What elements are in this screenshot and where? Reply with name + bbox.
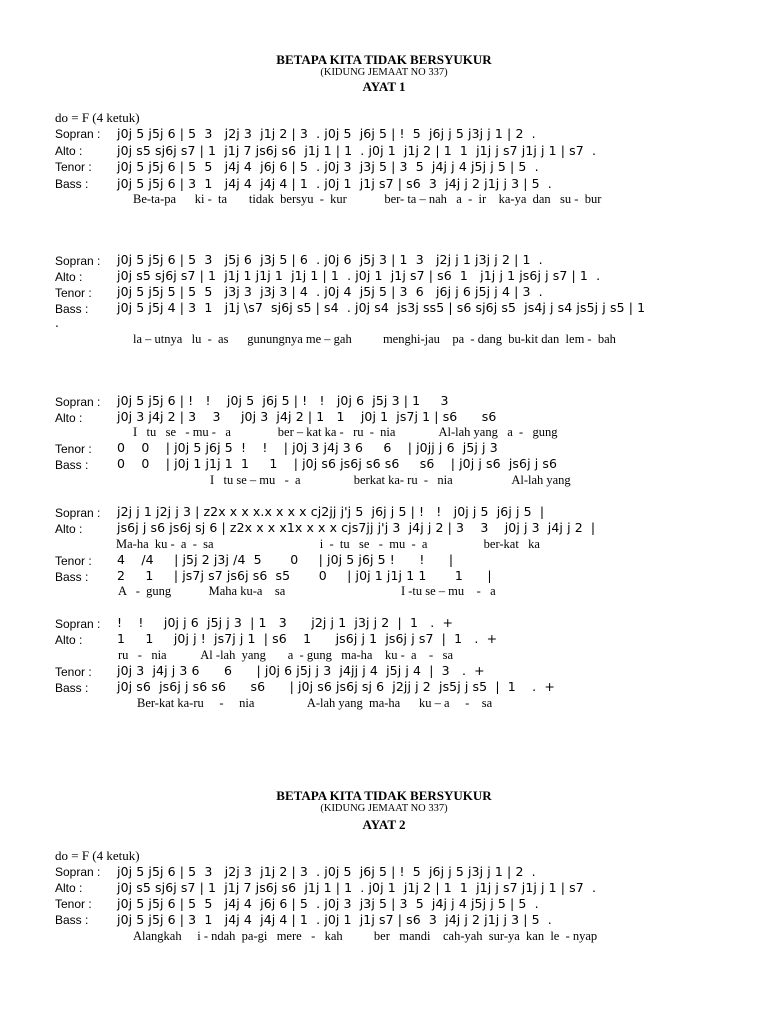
label-alto: Alto :: [55, 144, 83, 158]
song-title: BETAPA KITA TIDAK BERSYUKUR: [276, 788, 492, 803]
bass-line: j0j s6 js6j j s6 s6 s6 | j0j s6 js6j sj 6 j2jj j 2 js5j j s5 | 1 . +: [117, 679, 555, 694]
label-bass: Bass :: [55, 913, 89, 927]
song-subtitle: (KIDUNG JEMAAT NO 337): [320, 67, 448, 78]
alto-line: 1 1 j0j j ! js7j j 1 | s6 1 js6j j 1 js6j j s7 | 1 . +: [117, 631, 498, 646]
label-bass: Bass :: [55, 681, 89, 695]
alto-lyric-line: I tu se - mu - a ber – kat ka - ru - nia Al-lah yang a - gung: [133, 425, 558, 439]
alto-lyric-line: ru - nia Al -lah yang a - gung ma-ha ku - a - sa: [118, 648, 453, 662]
sopran-line: j0j 5 j5j 6 | 5 3 j2j 3 j1j 2 | 3 . j0j 5 j6j 5 | ! 5 j6j j 5 j3j j 1 | 2 .: [117, 864, 536, 879]
tenor-line: j0j 5 j5j 5 | 5 5 j3j 3 j3j 3 | 4 . j0j 4 j5j 5 | 3 6 j6j j 6 j5j j 4 | 3 .: [117, 284, 543, 299]
tenor-line: j0j 5 j5j 6 | 5 5 j4j 4 j6j 6 | 5 . j0j 3 j3j 5 | 3 5 j4j j 4 j5j j 5 | 5 .: [117, 896, 539, 911]
label-tenor: Tenor :: [55, 554, 92, 568]
alto-line: j0j s5 sj6j s7 | 1 j1j 1 j1j 1 j1j 1 | 1 . j0j 1 j1j s7 | s6 1 j1j j 1 js6j j s7 | 1 .: [117, 268, 601, 283]
sopran-line: ! ! j0j j 6 j5j j 3 | 1 3 j2j j 1 j3j j 2 | 1 . +: [117, 615, 454, 630]
song-subtitle: (KIDUNG JEMAAT NO 337): [320, 803, 448, 814]
bass-line: j0j 5 j5j 6 | 3 1 j4j 4 j4j 4 | 1 . j0j 1 j1j s7 | s6 3 j4j j 2 j1j j 3 | 5 .: [117, 176, 552, 191]
label-tenor: Tenor :: [55, 442, 92, 456]
label-bass: Bass :: [55, 570, 89, 584]
tenor-line: j0j 5 j5j 6 | 5 5 j4j 4 j6j 6 | 5 . j0j 3 j3j 5 | 3 5 j4j j 4 j5j j 5 | 5 .: [117, 159, 539, 174]
label-bass: Bass :: [55, 302, 89, 316]
label-sopran: Sopran :: [55, 395, 101, 409]
alto-line: j0j 3 j4j 2 | 3 3 j0j 3 j4j 2 | 1 1 j0j 1 js7j 1 | s6 s6: [117, 409, 497, 424]
label-sopran: Sopran :: [55, 506, 101, 520]
label-sopran: Sopran :: [55, 254, 101, 268]
tenor-line: 0 0 | j0j 5 j6j 5 ! ! | j0j 3 j4j 3 6 6 | j0jj j 6 j5j j 3: [117, 440, 498, 455]
bass-line: j0j 5 j5j 4 | 3 1 j1j \s7 sj6j s5 | s4 . j0j s4 js3j ss5 | s6 sj6j s5 js4j j s4 js5j j s5 | 1: [117, 300, 646, 315]
lyric-line: I tu se – mu - a berkat ka- ru - nia Al-lah yang: [210, 473, 571, 487]
verse-heading: AYAT 2: [362, 817, 406, 832]
label-tenor: Tenor :: [55, 665, 92, 679]
tenor-line: 4 /4 | j5j 2 j3j /4 5 0 | j0j 5 j6j 5 ! ! |: [117, 552, 454, 567]
lyric-line: la – utnya lu - as gunungnya me – gah menghi-jau pa - dang bu-kit dan lem - bah: [133, 332, 616, 346]
sopran-line: j0j 5 j5j 6 | 5 3 j5j 6 j3j 5 | 6 . j0j 6 j5j 3 | 1 3 j2j j 1 j3j j 2 | 1 .: [117, 252, 543, 267]
alto-line: j0j s5 sj6j s7 | 1 j1j 7 js6j s6 j1j 1 | 1 . j0j 1 j1j 2 | 1 1 j1j j s7 j1j j 1 | s7 .: [117, 143, 597, 158]
tenor-line: j0j 3 j4j j 3 6 6 | j0j 6 j5j j 3 j4jj j 4 j5j j 4 | 3 . +: [117, 663, 485, 678]
label-bass: Bass :: [55, 458, 89, 472]
label-sopran: Sopran :: [55, 865, 101, 879]
sopran-line: j0j 5 j5j 6 | 5 3 j2j 3 j1j 2 | 3 . j0j 5 j6j 5 | ! 5 j6j j 5 j3j j 1 | 2 .: [117, 126, 536, 141]
song-title: BETAPA KITA TIDAK BERSYUKUR: [276, 52, 492, 67]
label-alto: Alto :: [55, 633, 83, 647]
label-sopran: Sopran :: [55, 617, 101, 631]
label-sopran: Sopran :: [55, 127, 101, 141]
sopran-line: j0j 5 j5j 6 | ! ! j0j 5 j6j 5 | ! ! j0j 6 j5j 3 | 1 3: [117, 393, 449, 408]
bass-line: 0 0 | j0j 1 j1j 1 1 1 | j0j s6 js6j s6 s6 s6 | j0j j s6 js6j j s6: [117, 456, 558, 471]
label-alto: Alto :: [55, 270, 83, 284]
label-tenor: Tenor :: [55, 897, 92, 911]
bass-continuation: .: [55, 316, 59, 330]
key-signature: do = F (4 ketuk): [55, 848, 140, 863]
label-tenor: Tenor :: [55, 286, 92, 300]
label-bass: Bass :: [55, 177, 89, 191]
alto-line: js6j j s6 js6j sj 6 | z2x x x x1x x x x cjs7jj j'j 3 j4j j 2 | 3 3 j0j j 3 j4j j 2 |: [117, 520, 596, 535]
alto-lyric-line: Ma-ha ku - a - sa i - tu se - mu - a ber-kat ka: [116, 537, 540, 551]
label-alto: Alto :: [55, 881, 83, 895]
key-signature: do = F (4 ketuk): [55, 110, 140, 125]
verse-heading: AYAT 1: [362, 79, 406, 94]
bass-line: 2 1 | js7j s7 js6j s6 s5 0 | j0j 1 j1j 1 1 1 |: [117, 568, 492, 583]
sopran-line: j2j j 1 j2j j 3 | z2x x x x.x x x x cj2jj j'j 5 j6j j 5 | ! ! j0j j 5 j6j j 5 |: [117, 504, 545, 519]
alto-line: j0j s5 sj6j s7 | 1 j1j 7 js6j s6 j1j 1 | 1 . j0j 1 j1j 2 | 1 1 j1j j s7 j1j j 1 | s7 .: [117, 880, 597, 895]
label-tenor: Tenor :: [55, 160, 92, 174]
lyric-line: Be-ta-pa ki - ta tidak bersyu - kur ber- ta – nah a - ir ka-ya dan su - bur: [133, 192, 602, 206]
label-alto: Alto :: [55, 522, 83, 536]
label-alto: Alto :: [55, 411, 83, 425]
bass-line: j0j 5 j5j 6 | 3 1 j4j 4 j4j 4 | 1 . j0j 1 j1j s7 | s6 3 j4j j 2 j1j j 3 | 5 .: [117, 912, 552, 927]
lyric-line: Alangkah i - ndah pa-gi mere - kah ber mandi cah-yah sur-ya kan le - nyap: [133, 929, 598, 943]
lyric-line: Ber-kat ka-ru - nia A-lah yang ma-ha ku – a - sa: [137, 696, 493, 710]
lyric-line: A - gung Maha ku-a sa I -tu se – mu - a: [118, 584, 496, 598]
